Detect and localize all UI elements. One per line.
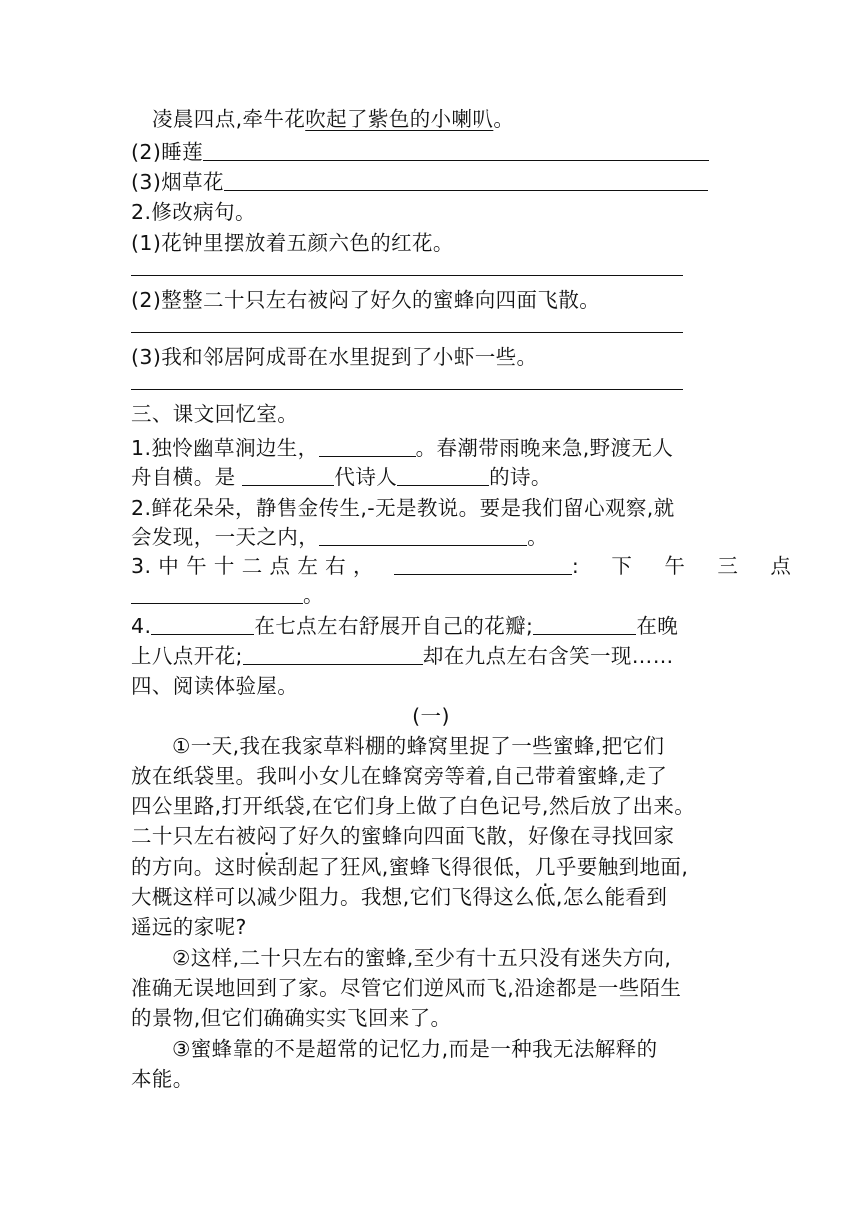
text: 代诗人: [334, 465, 398, 489]
answer-blank[interactable]: [243, 644, 423, 665]
text: 在晚: [636, 614, 679, 638]
answer-blank[interactable]: [151, 614, 254, 635]
text: 3. 中 午 十 二 点 左 右 ，: [131, 554, 374, 578]
passage-line: ①一天,我在我家草料棚的蜂窝里捉了一些蜜蜂,把它们: [172, 734, 665, 758]
passage-line: ③蜜蜂靠的不是超常的记忆力,而是一种我无法解释的: [172, 1037, 658, 1061]
example-underlined: 吹起了紫色的小喇叭: [305, 107, 494, 131]
recall-item: [131, 522, 731, 552]
answer-blank[interactable]: [397, 465, 489, 486]
passage-line: 本能。: [131, 1067, 194, 1091]
passage-line: ②这样,二十只左右的蜜蜂,至少有十五只没有迷失方向,: [172, 946, 672, 970]
text: 上八点开花;: [131, 644, 243, 668]
answer-blank[interactable]: [242, 465, 334, 486]
text: 二十只左右被: [131, 824, 257, 848]
text: 舟自横。是: [131, 465, 243, 489]
recall-item: [131, 462, 731, 492]
answer-blank[interactable]: [319, 525, 527, 546]
recall-item: [131, 551, 804, 581]
sick-sentence: (1)花钟里摆放着五颜六色的红花。: [131, 231, 454, 255]
passage-line: 四公里路,打开纸袋,在它们身上做了白色记号,然后放了出来。: [131, 794, 696, 818]
text: 了好久的蜜蜂向四面飞散，好像在寻找回家: [277, 824, 675, 848]
sick-sentence: (2)整整二十只左右被闷了好久的蜜蜂向四面飞散。: [131, 288, 601, 312]
answer-line[interactable]: [131, 332, 683, 333]
emphasis-char: 几: [535, 855, 556, 879]
passage-line: 遥远的家呢?: [131, 915, 247, 939]
passage-line: 准确无误地回到了家。尽管它们逆风而飞,沿途都是一些陌生: [131, 976, 682, 1000]
passage-line: [131, 852, 731, 882]
passage-line: 的景物,但它们确确实实飞回来了。: [131, 1006, 452, 1030]
text: 在七点左右舒展开自己的花瓣;: [254, 614, 534, 638]
section-heading: 2.修改病句。: [131, 200, 256, 224]
recall-item: [131, 611, 731, 641]
example-text: 凌晨四点,牵牛花: [152, 107, 306, 131]
text: 的诗。: [489, 465, 552, 489]
text: 却在九点左右含笑一现……: [422, 644, 674, 668]
item-yancaohua: [131, 167, 731, 197]
sick-sentence: (3)我和邻居阿成哥在水里捉到了小虾一些。: [131, 345, 538, 369]
answer-blank[interactable]: [319, 436, 416, 457]
example-sentence: [152, 104, 752, 134]
section-heading: 三、课文回忆室。: [131, 402, 299, 426]
text: : 下 午 三 点: [571, 554, 804, 578]
item-label: (3)烟草花: [131, 170, 224, 194]
item-shuilian: [131, 137, 731, 167]
text: 。: [303, 583, 324, 607]
answer-blank[interactable]: [203, 140, 709, 161]
answer-line[interactable]: [131, 275, 683, 276]
recall-item: 2.鲜花朵朵，静售金传生,-无是教说。要是我们留心观察,就: [131, 496, 675, 520]
text: 的方向。这时候刮起了狂风,蜜蜂飞得很低，: [131, 855, 536, 879]
text: 。: [527, 525, 549, 549]
text: 1.独怜幽草涧边生，: [131, 436, 319, 460]
text: 。春潮带雨晚来急,野渡无人: [415, 436, 674, 460]
answer-blank[interactable]: [131, 583, 303, 604]
passage-number: (一): [412, 704, 450, 728]
answer-line[interactable]: [131, 389, 683, 390]
example-period: 。: [493, 107, 515, 131]
answer-blank[interactable]: [394, 554, 572, 575]
recall-item: [131, 641, 731, 671]
text: 乎要触到地面,: [555, 855, 689, 879]
text: 会发现，一天之内，: [131, 525, 320, 549]
item-label: (2)睡莲: [131, 140, 204, 164]
text: 4.: [131, 614, 152, 638]
answer-blank[interactable]: [533, 614, 636, 635]
emphasis-char: 闷: [256, 824, 278, 848]
passage-line: [131, 821, 731, 851]
passage-line: 放在纸袋里。我叫小女儿在蜂窝旁等着,自己带着蜜蜂,走了: [131, 764, 668, 788]
recall-item: [131, 433, 731, 463]
section-heading: 四、阅读体验屋。: [131, 674, 299, 698]
answer-blank[interactable]: [224, 170, 708, 191]
recall-item: [131, 580, 731, 610]
passage-line: 大概这样可以减少阻力。我想,它们飞得这么低,怎么能看到: [131, 885, 668, 909]
